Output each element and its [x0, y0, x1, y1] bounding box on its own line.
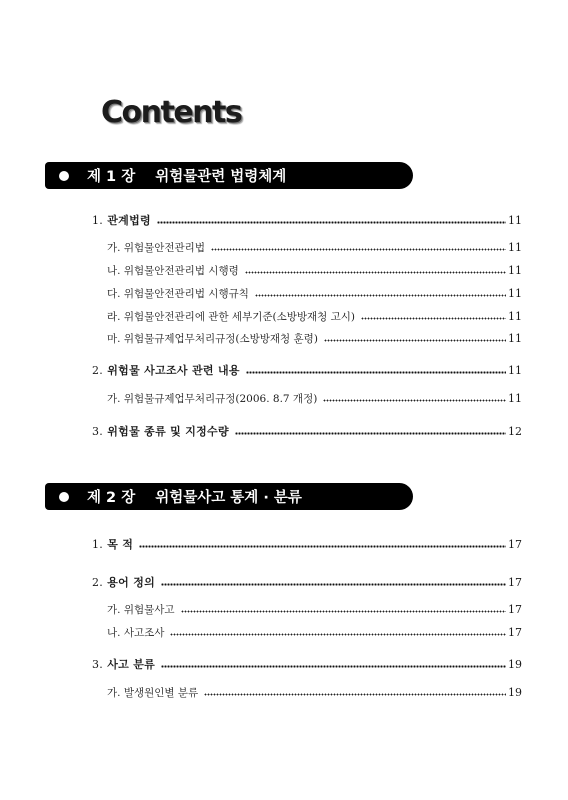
toc-entry[interactable] — [92, 364, 522, 378]
toc-entry-number: 3. — [92, 658, 104, 671]
toc-entry-label: 사고 분류 — [107, 658, 156, 671]
leader-dots — [323, 399, 506, 402]
chapter-number: 제 2 장 — [87, 490, 136, 506]
chapter-number: 제 1 장 — [87, 169, 136, 185]
toc-page-number: 17 — [508, 603, 522, 616]
toc-page-number: 11 — [508, 364, 522, 377]
leader-dots — [157, 221, 506, 224]
toc-entry[interactable] — [92, 214, 522, 228]
toc-page-number: 11 — [508, 214, 522, 227]
toc-entry-label: 목 적 — [107, 538, 134, 551]
toc-subentry-label: 나. 위험물안전관리법 시행령 — [107, 265, 239, 277]
toc-subentry[interactable] — [107, 603, 522, 617]
toc-page-number: 19 — [508, 658, 522, 671]
toc-entry[interactable] — [92, 658, 522, 672]
toc-entry-number: 2. — [92, 364, 104, 377]
chapter-2-header — [45, 483, 413, 510]
leader-dots — [161, 583, 506, 586]
toc-page-number: 11 — [508, 264, 522, 277]
leader-dots — [170, 633, 506, 636]
toc-subentry-label: 가. 발생원인별 분류 — [107, 687, 199, 699]
page-title: Contents — [101, 95, 242, 130]
leader-dots — [211, 248, 506, 251]
toc-page-number: 12 — [508, 425, 522, 438]
toc-subentry-label: 나. 사고조사 — [107, 627, 165, 639]
toc-entry-number: 2. — [92, 576, 104, 589]
toc-entry-label: 용어 정의 — [107, 576, 156, 589]
leader-dots — [181, 610, 506, 613]
toc-subentry[interactable] — [107, 287, 522, 301]
toc-subentry[interactable] — [107, 392, 522, 406]
toc-entry[interactable] — [92, 425, 522, 439]
toc-subentry[interactable] — [107, 310, 522, 324]
toc-entry[interactable] — [92, 538, 522, 552]
toc-subentry-label: 가. 위험물사고 — [107, 604, 175, 616]
leader-dots — [246, 371, 506, 374]
toc-page-number: 11 — [508, 392, 522, 405]
leader-dots — [324, 339, 506, 342]
leader-dots — [361, 317, 506, 320]
leader-dots — [235, 432, 506, 435]
toc-subentry[interactable] — [107, 686, 522, 700]
toc-subentry[interactable] — [107, 264, 522, 278]
chapter-1-header — [45, 162, 413, 189]
toc-page-number: 11 — [508, 241, 522, 254]
toc-page-number: 11 — [508, 310, 522, 323]
toc-page-number: 17 — [508, 576, 522, 589]
chapter-title: 위험물사고 통계 · 분류 — [155, 490, 302, 506]
bullet-icon — [59, 492, 69, 502]
leader-dots — [204, 693, 506, 696]
toc-entry-label: 위험물 종류 및 지정수량 — [107, 425, 229, 438]
toc-entry-label: 관계법령 — [107, 214, 151, 227]
toc-subentry-label: 마. 위험물규제업무처리규정(소방방재청 훈령) — [107, 333, 318, 345]
toc-entry-label: 위험물 사고조사 관련 내용 — [107, 364, 240, 377]
toc-page-number: 19 — [508, 686, 522, 699]
toc-entry-number: 1. — [92, 214, 104, 227]
toc-page-number: 17 — [508, 538, 522, 551]
toc-subentry-label: 다. 위험물안전관리법 시행규칙 — [107, 288, 249, 300]
leader-dots — [161, 665, 506, 668]
toc-entry[interactable] — [92, 576, 522, 590]
toc-page-number: 17 — [508, 626, 522, 639]
toc-entry-number: 1. — [92, 538, 104, 551]
toc-page-number: 11 — [508, 332, 522, 345]
toc-entry-number: 3. — [92, 425, 104, 438]
toc-subentry[interactable] — [107, 241, 522, 255]
toc-page-number: 11 — [508, 287, 522, 300]
leader-dots — [255, 294, 506, 297]
leader-dots — [245, 271, 506, 274]
toc-subentry[interactable] — [107, 332, 522, 346]
toc-subentry[interactable] — [107, 626, 522, 640]
chapter-title: 위험물관련 법령체계 — [155, 169, 287, 185]
toc-subentry-label: 가. 위험물안전관리법 — [107, 242, 205, 254]
toc-subentry-label: 가. 위험물규제업무처리규정(2006. 8.7 개정) — [107, 393, 318, 405]
toc-subentry-label: 라. 위험물안전관리에 관한 세부기준(소방방재청 고시) — [107, 311, 356, 323]
bullet-icon — [59, 171, 69, 181]
leader-dots — [139, 545, 506, 548]
